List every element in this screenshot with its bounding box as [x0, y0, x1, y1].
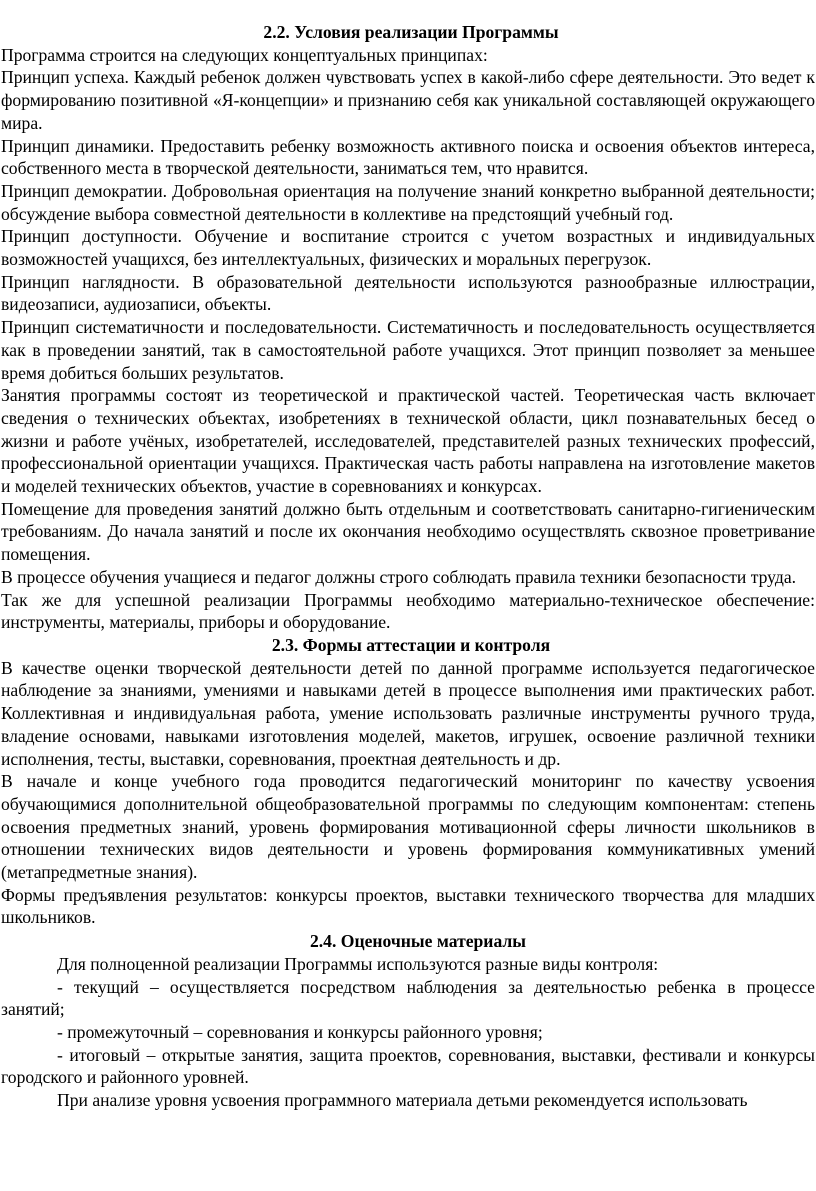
paragraph-safety: В процессе обучения учащиеся и педагог должны строго соблюдать правила техники безопасности труда. — [1, 566, 797, 587]
section-heading-2-2: 2.2. Условия реализации Программы — [263, 22, 559, 42]
paragraph-principle-visibility: Принцип наглядности. В образовательной деятельности используются разнообразные иллюстрации, видеозаписи, аудиозаписи, объекты. — [1, 271, 815, 315]
paragraph-analysis: При анализе уровня усвоения программного материала детьми рекомендуется использовать — [57, 1090, 748, 1111]
paragraph-intro: Программа строится на следующих концептуальных принципах: — [1, 44, 488, 65]
paragraph-premises: Помещение для проведения занятий должно быть отдельным и соответствовать санитарно-гигиеническим требованиям. До начала занятий и после их окончания необходимо осуществлять сквозное проветривание помещения. — [1, 498, 815, 565]
list-item-final-control: - итоговый – открытые занятия, защита проектов, соревнования, выставки, фестивали и конкурсы городского и районного уровней. — [1, 1044, 815, 1088]
paragraph-principle-accessibility: Принцип доступности. Обучение и воспитание строится с учетом возрастных и индивидуальных возможностей учащихся, без интеллектуальных, физических и моральных перегрузок. — [1, 226, 815, 270]
section-heading-2-3: 2.3. Формы аттестации и контроля — [271, 634, 551, 655]
paragraph-lessons: Занятия программы состоят из теоретической и практической частей. Теоретическая часть включает сведения о технических объектах, изобретениях в технической области, цикл познавательных бесед о жизни и работе учёных, изобретателей, исследователей, представителей разных технических профессий, профессиональной ориентации учащихся. Практическая часть работы направлена на изготовление макетов и моделей технических объектов, участие в соревнованиях и конкурсах. — [1, 385, 815, 497]
document-content — [1, 21, 815, 1112]
paragraph-principle-dynamics: Принцип динамики. Предоставить ребенку возможность активного поиска и освоения объектов интереса, собственного места в творческой деятельности, заниматься тем, что нравится. — [1, 135, 815, 179]
document-page — [0, 21, 816, 1112]
paragraph-monitoring: В начале и конце учебного года проводится педагогический мониторинг по качеству усвоения обучающимися дополнительной общеобразовательной программы по следующим компонентам: степень освоения предметных знаний, уровень формирования мотивационной сферы личности школьников в отношении технических видов деятельности и уровень формирования коммуникативных умений (метапредметные знания). — [1, 771, 815, 883]
paragraph-control-types: Для полноценной реализации Программы используются разные виды контроля: — [57, 953, 659, 974]
list-item-intermediate-control: - промежуточный – соревнования и конкурсы районного уровня; — [57, 1021, 543, 1042]
paragraph-principle-democracy: Принцип демократии. Добровольная ориентация на получение знаний конкретно выбранной деятельности; обсуждение выбора совместной деятельности в коллективе на предстоящий учебный год. — [1, 180, 815, 224]
paragraph-equipment: Так же для успешной реализации Программы необходимо материально-техническое обеспечение: инструменты, материалы, приборы и оборудование. — [1, 589, 815, 633]
paragraph-principle-systematicity: Принцип систематичности и последовательности. Систематичность и последовательность осуществляется как в проведении занятий, так в самостоятельной работе учащихся. Этот принцип позволяет за меньшее время добиться больших результатов. — [1, 317, 815, 383]
section-heading-2-4: 2.4. Оценочные материалы — [309, 931, 527, 952]
paragraph-principle-success: Принцип успеха. Каждый ребенок должен чувствовать успех в какой-либо сфере деятельности. Это ведет к формированию позитивной «Я-концепции» и признанию себя как уникальной составляющей окружающего мира. — [1, 67, 815, 133]
list-item-current-control: - текущий – осуществляется посредством наблюдения за деятельностью ребенка в процессе занятий; — [1, 976, 815, 1020]
paragraph-result-forms: Формы предъявления результатов: конкурсы проектов, выставки технического творчества для младших школьников. — [1, 884, 815, 928]
paragraph-assessment: В качестве оценки творческой деятельности детей по данной программе используется педагогическое наблюдение за знаниями, умениями и навыками детей в процессе выполнения ими практических работ. Коллективная и индивидуальная работа, умение использовать различные инструменты ручного труда, владение основами, навыками изготовления моделей, макетов, игрушек, освоение различной техники исполнения, тесты, выставки, соревнования, проектная деятельность и др. — [1, 657, 815, 769]
